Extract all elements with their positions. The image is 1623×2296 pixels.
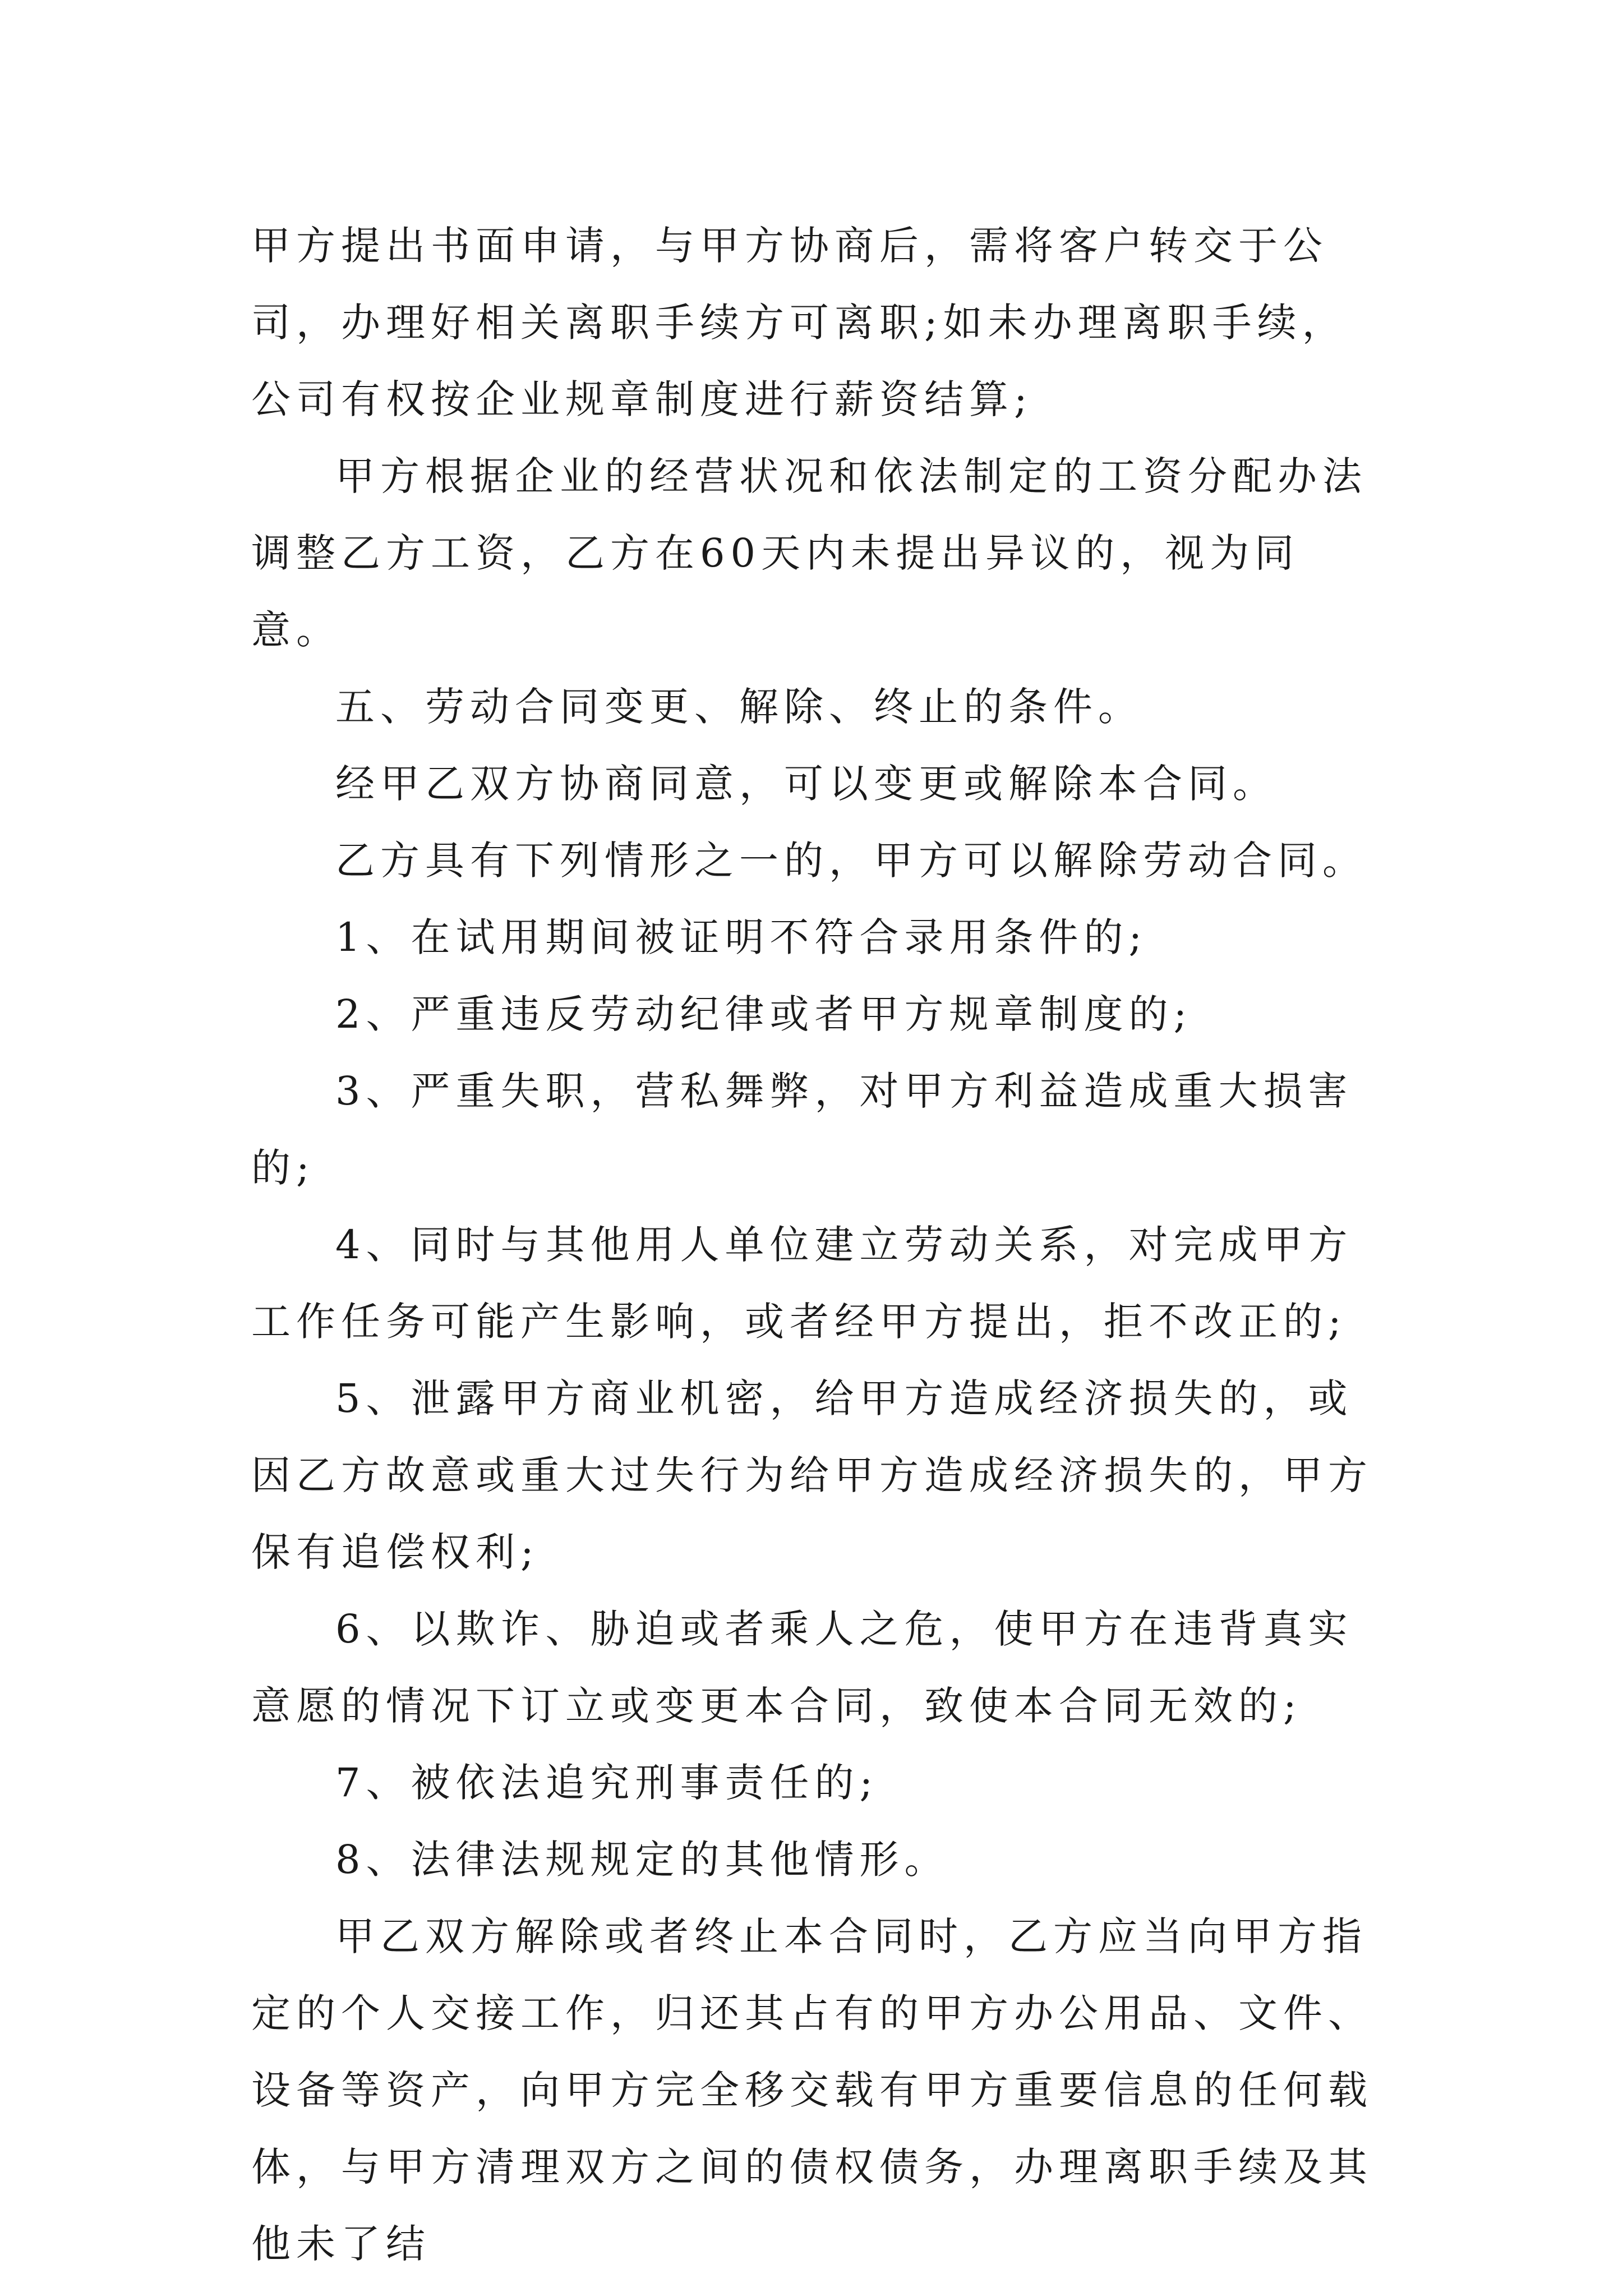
- list-item: 3、严重失职，营私舞弊，对甲方利益造成重大损害的;: [251, 1068, 1353, 1191]
- document-body: [251, 208, 1378, 2283]
- paragraph: 经甲乙双方协商同意，可以变更或解除本合同。: [335, 761, 1278, 807]
- list-item: 8、法律法规规定的其他情形。: [335, 1837, 949, 1883]
- list-item: 6、以欺诈、胁迫或者乘人之危，使甲方在违背真实意愿的情况下订立或变更本合同，致使本合同无效的;: [251, 1606, 1353, 1729]
- paragraph: 甲方根据企业的经营状况和依法制定的工资分配办法调整乙方工资，乙方在60天内未提出异议的，视为同意。: [251, 453, 1367, 653]
- paragraph: 乙方具有下列情形之一的，甲方可以解除劳动合同。: [335, 838, 1367, 884]
- paragraph: 甲乙双方解除或者终止本合同时，乙方应当向甲方指定的个人交接工作，归还其占有的甲方办公用品、文件、设备等资产，向甲方完全移交载有甲方重要信息的任何载体，与甲方清理双方之间的债权债务，办理离职手续及其他未了结: [251, 1913, 1373, 2267]
- list-item: 1、在试用期间被证明不符合录用条件的;: [335, 914, 1148, 960]
- list-item: 7、被依法追究刑事责任的;: [335, 1760, 879, 1806]
- section-heading: 五、劳动合同变更、解除、终止的条件。: [335, 684, 1143, 730]
- list-item: 2、严重违反劳动纪律或者甲方规章制度的;: [335, 991, 1193, 1037]
- list-item: 4、同时与其他用人单位建立劳动关系，对完成甲方工作任务可能产生影响，或者经甲方提出，拒不改正的;: [251, 1222, 1353, 1345]
- list-item: 5、泄露甲方商业机密，给甲方造成经济损失的，或因乙方故意或重大过失行为给甲方造成经济损失的，甲方保有追偿权利;: [251, 1375, 1373, 1575]
- paragraph: 甲方提出书面申请，与甲方协商后，需将客户转交于公司，办理好相关离职手续方可离职;如未办理离职手续，公司有权按企业规章制度进行薪资结算;: [251, 223, 1347, 422]
